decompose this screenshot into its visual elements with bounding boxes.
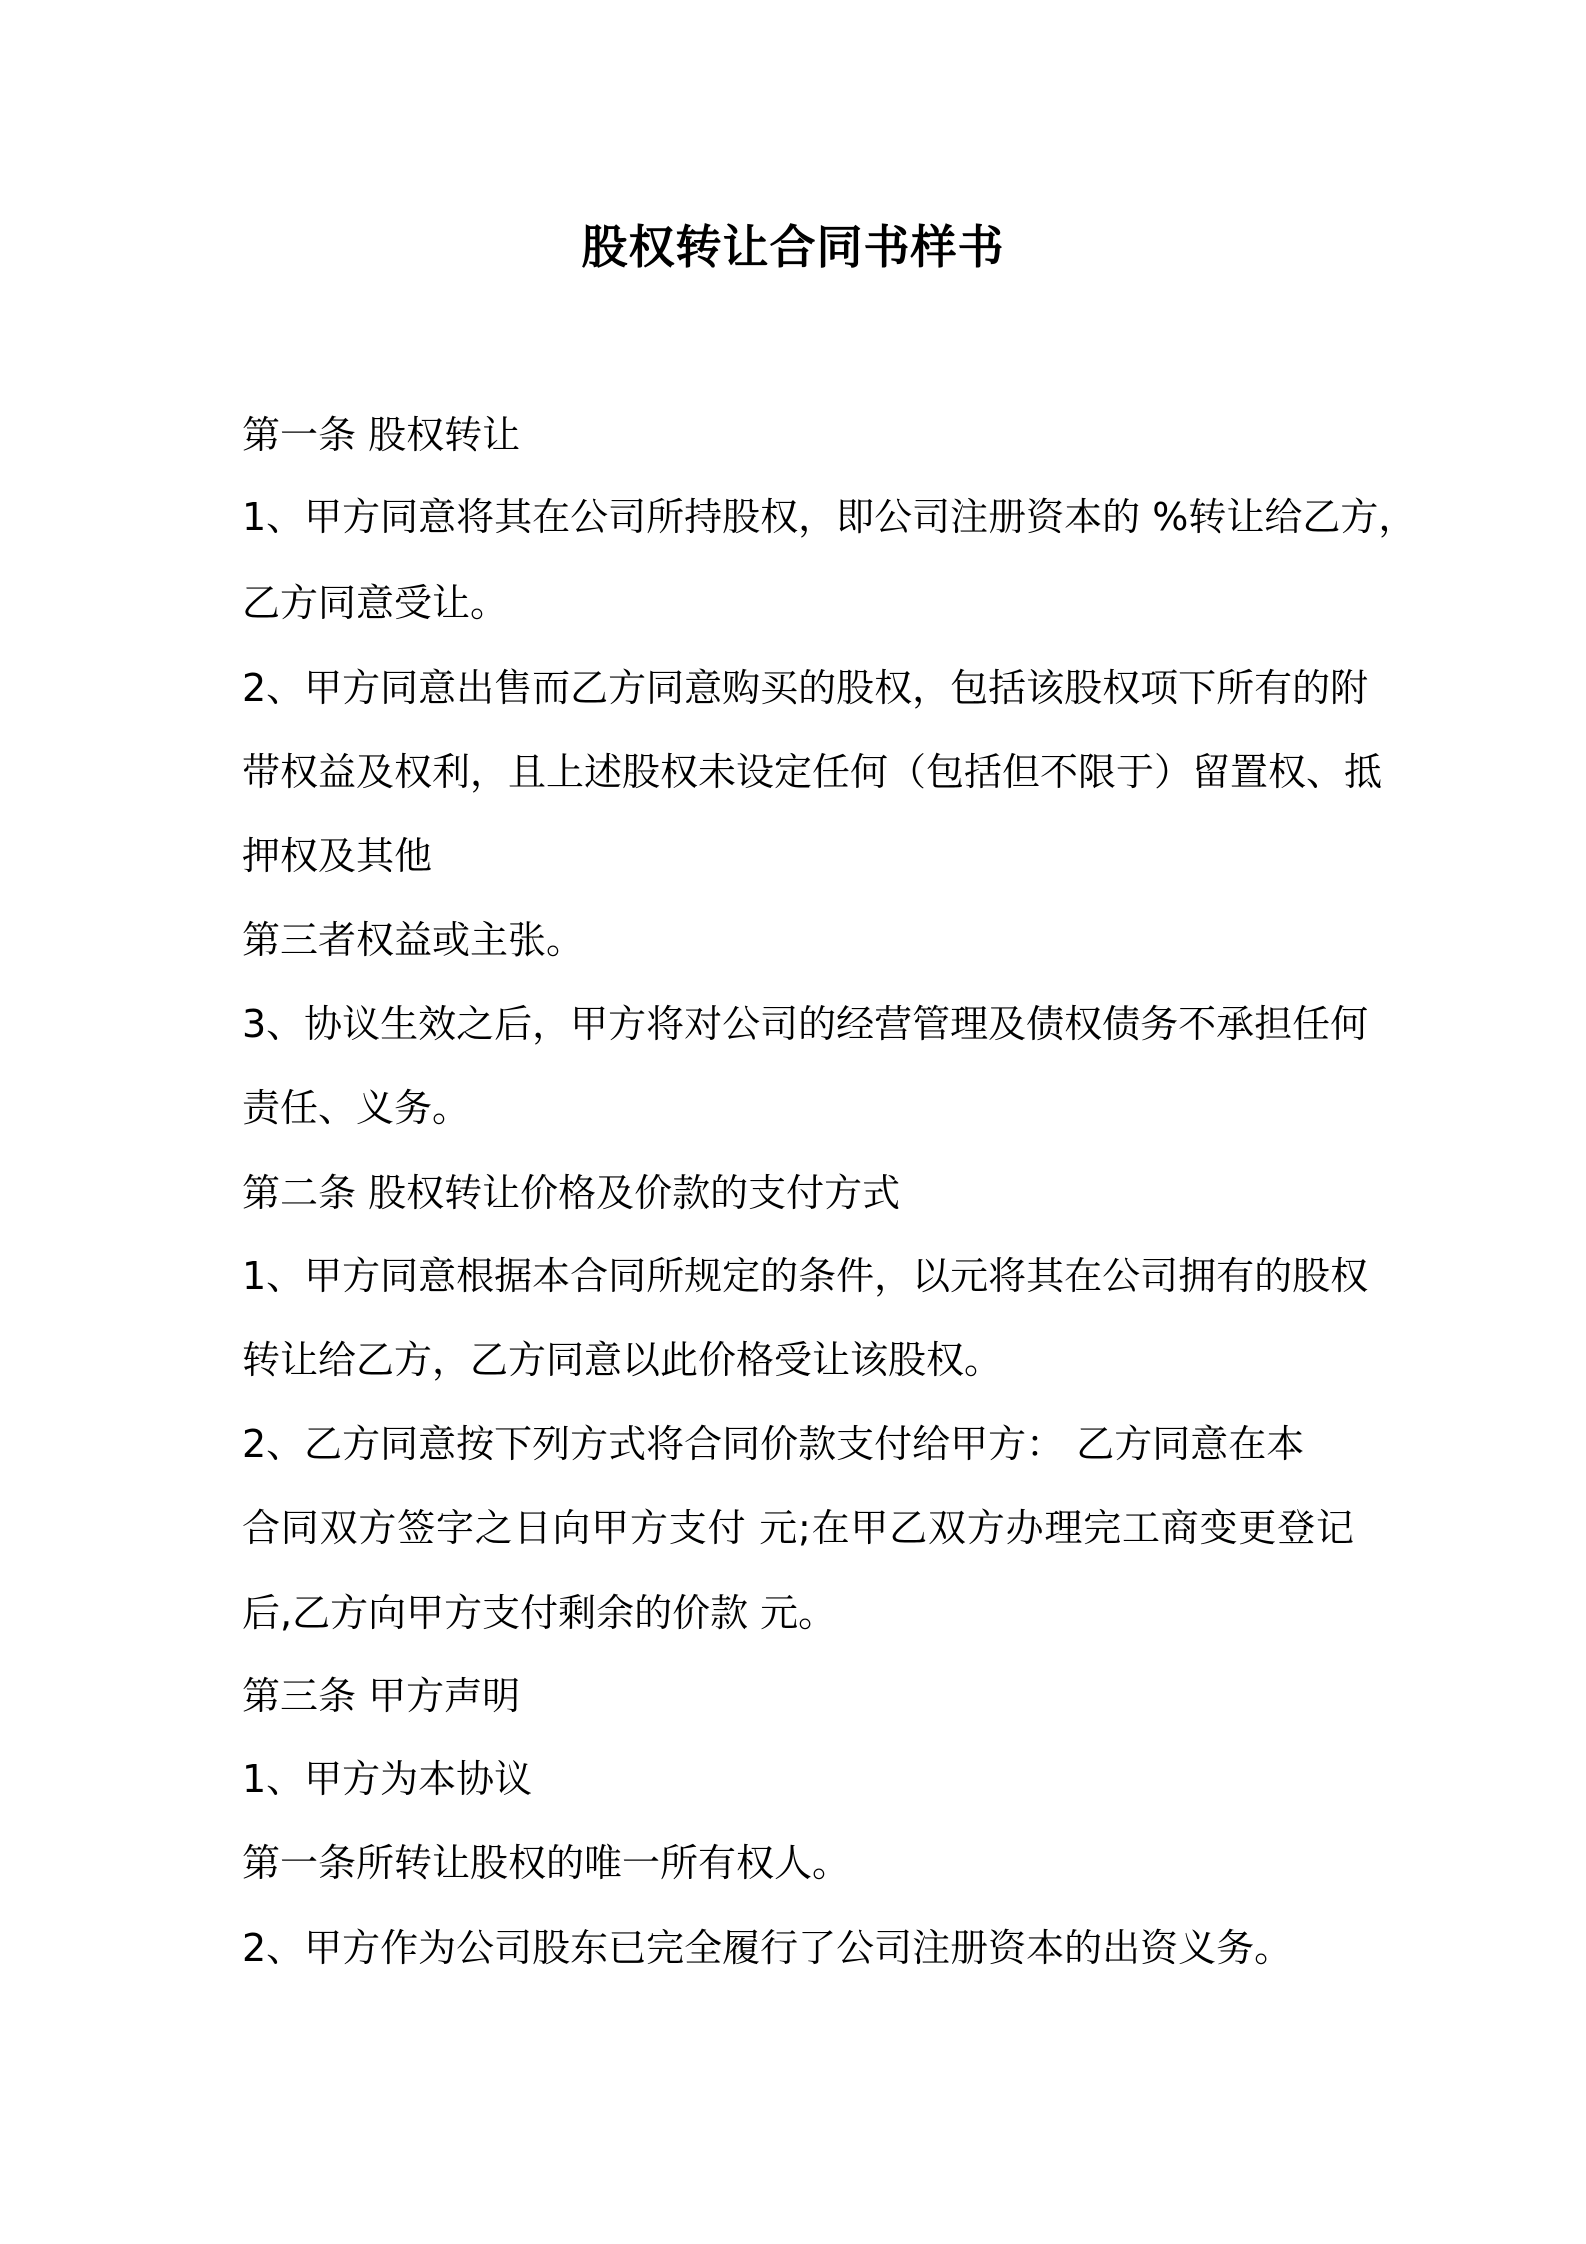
paragraph-line: 带权益及权利，且上述股权未设定任何（包括但不限于）留置权、抵 bbox=[242, 750, 1383, 794]
article-1-heading: 第一条 股权转让 bbox=[242, 413, 521, 457]
paragraph-line: 乙方同意受让。 bbox=[242, 581, 509, 625]
paragraph-line: 2、甲方同意出售而乙方同意购买的股权，包括该股权项下所有的附 bbox=[242, 666, 1369, 710]
paragraph-line: 第一条所转让股权的唯一所有权人。 bbox=[242, 1841, 851, 1885]
paragraph-line: 责任、义务。 bbox=[242, 1086, 471, 1130]
paragraph-line: 2、乙方同意按下列方式将合同价款支付给甲方： 乙方同意在本 bbox=[242, 1422, 1305, 1466]
paragraph-line: 2、甲方作为公司股东已完全履行了公司注册资本的出资义务。 bbox=[242, 1926, 1293, 1970]
paragraph-line: 1、甲方同意将其在公司所持股权，即公司注册资本的 %转让给乙方， bbox=[242, 495, 1417, 539]
paragraph-line: 3、协议生效之后，甲方将对公司的经营管理及债权债务不承担任何 bbox=[242, 1002, 1369, 1046]
paragraph-line: 合同双方签字之日向甲方支付 元;在甲乙双方办理完工商变更登记 bbox=[242, 1506, 1354, 1550]
paragraph-line: 押权及其他 bbox=[242, 834, 433, 878]
article-3-heading: 第三条 甲方声明 bbox=[242, 1674, 521, 1718]
paragraph-line: 转让给乙方，乙方同意以此价格受让该股权。 bbox=[242, 1338, 1003, 1382]
document-title: 股权转让合同书样书 bbox=[581, 220, 1005, 274]
paragraph-line: 1、甲方同意根据本合同所规定的条件，以元将其在公司拥有的股权 bbox=[242, 1254, 1369, 1298]
paragraph-line: 后,乙方向甲方支付剩余的价款 元。 bbox=[242, 1591, 837, 1635]
article-2-heading: 第二条 股权转让价格及价款的支付方式 bbox=[242, 1171, 901, 1215]
paragraph-line: 1、甲方为本协议 bbox=[242, 1757, 533, 1801]
paragraph-line: 第三者权益或主张。 bbox=[242, 918, 585, 962]
